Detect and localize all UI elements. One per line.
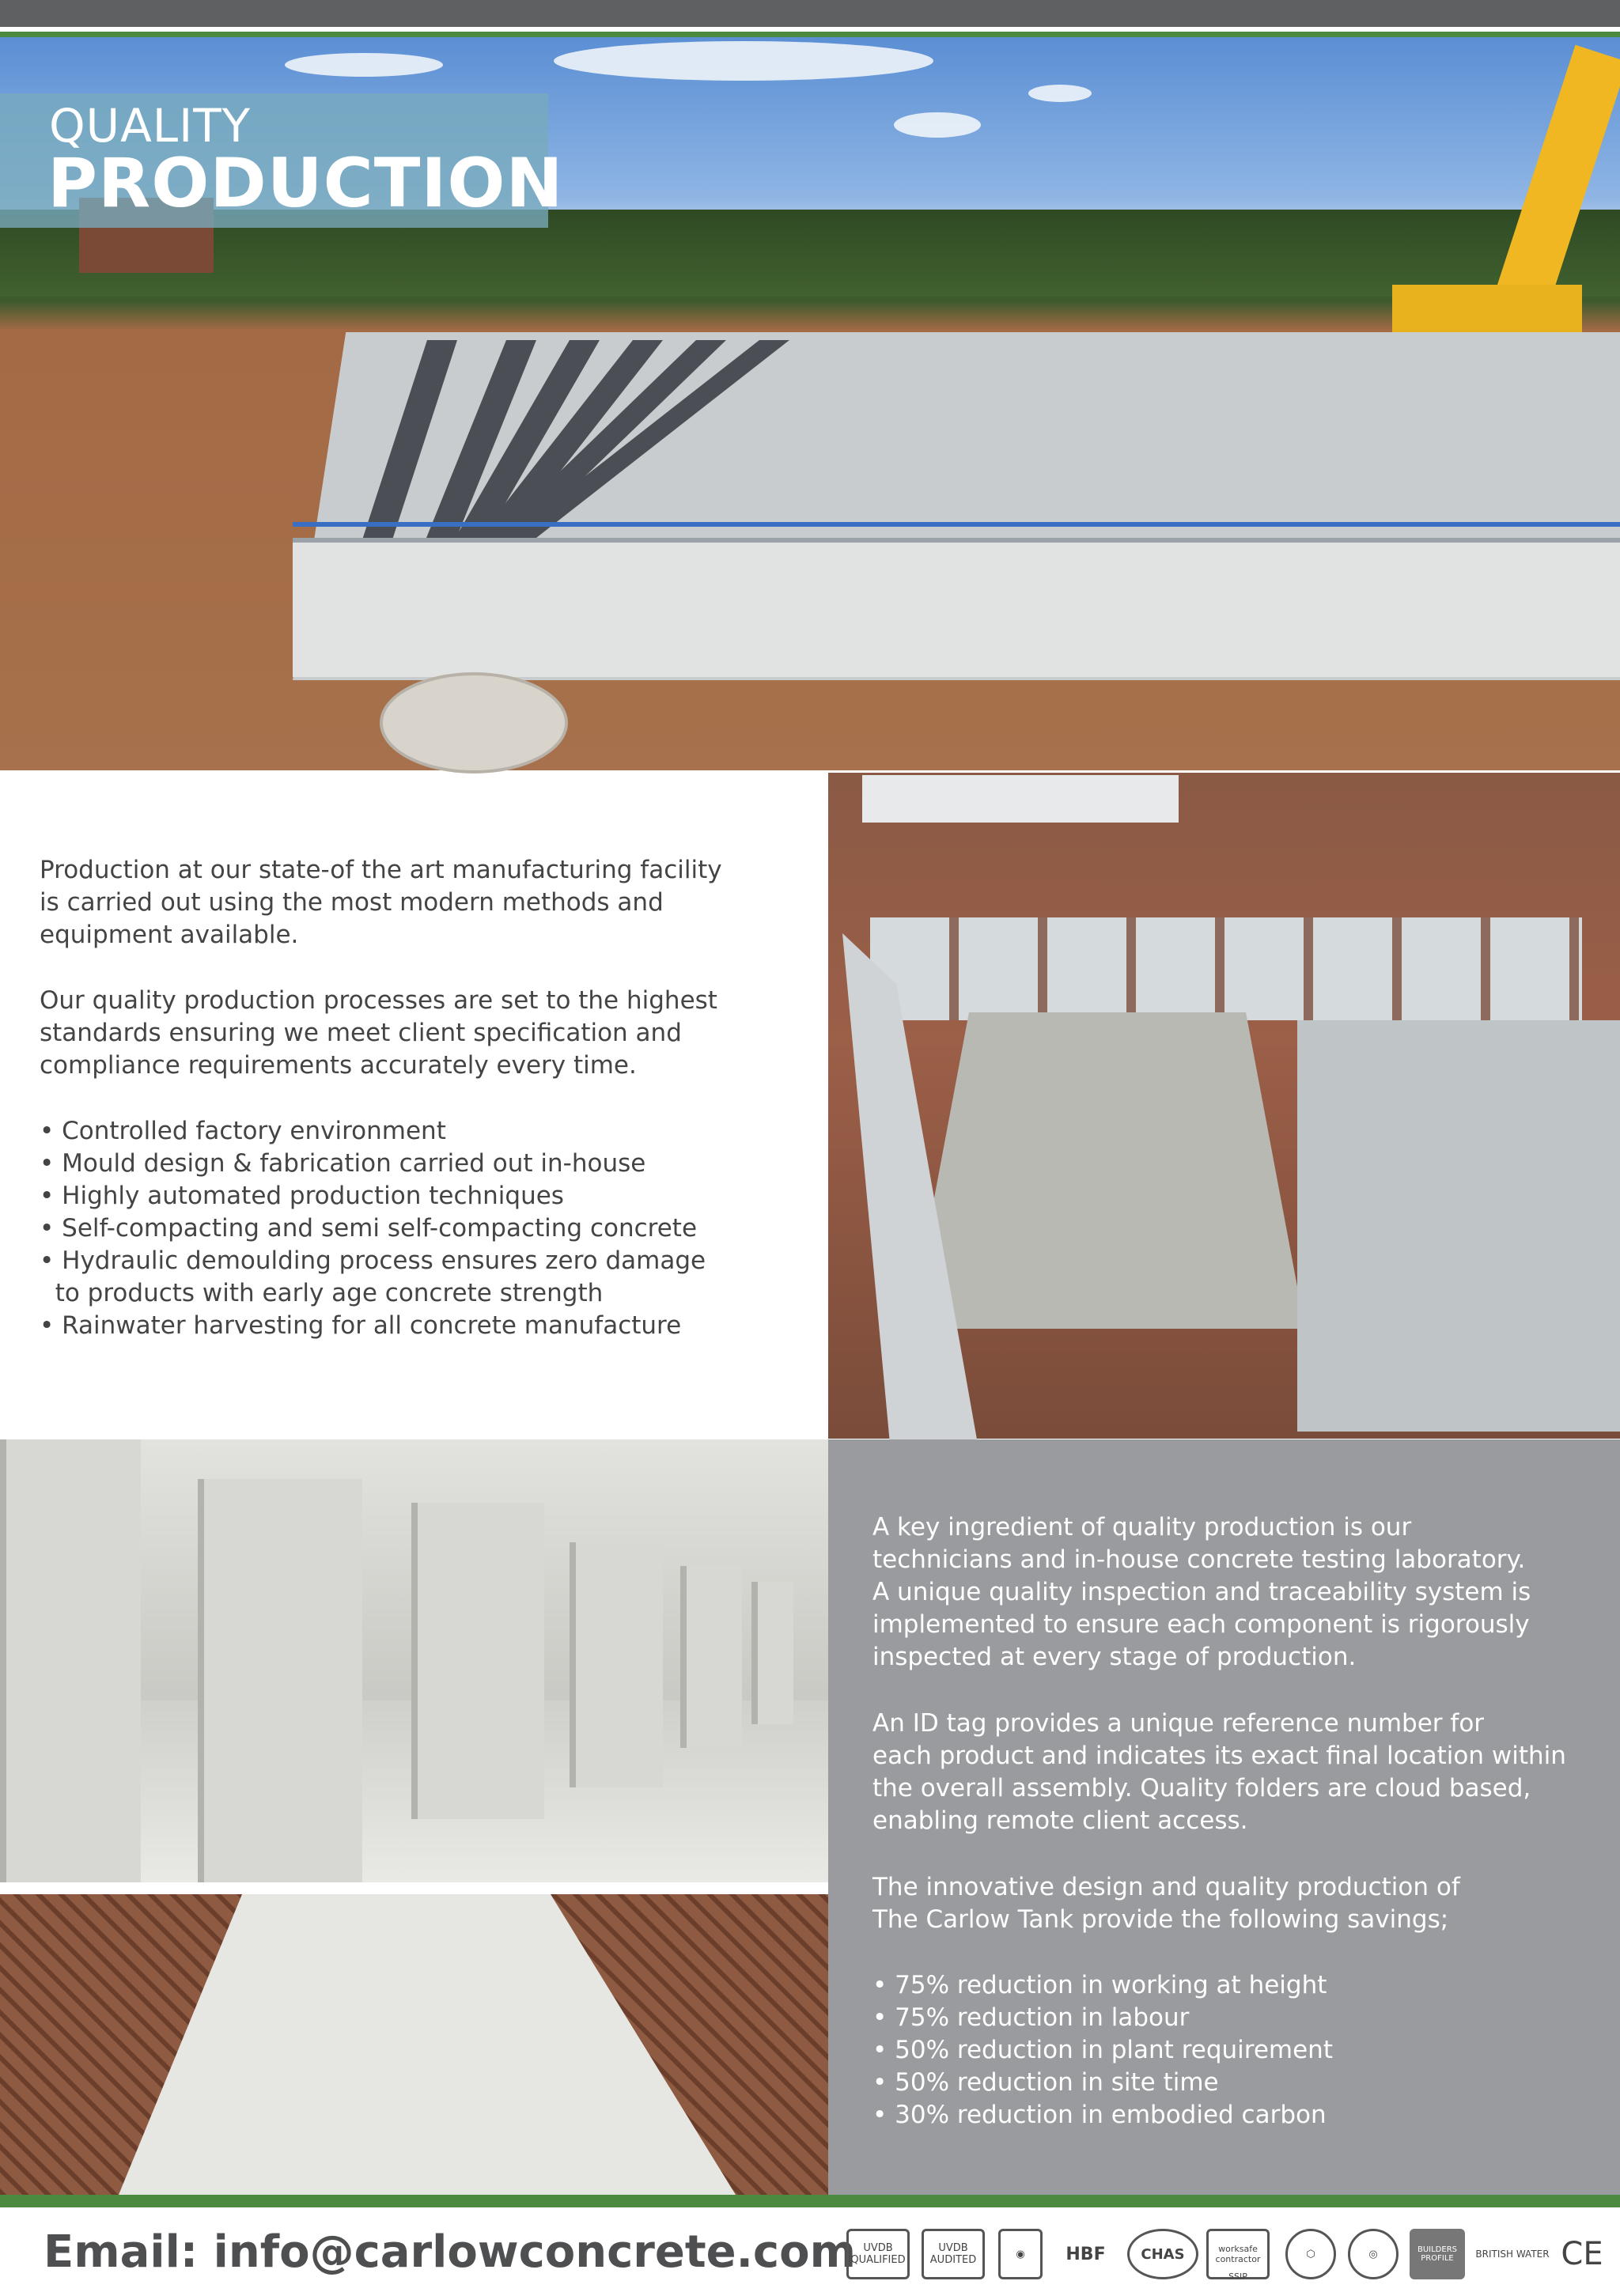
- tank-outer-wall: [293, 538, 1620, 677]
- tank-pillar: [198, 1479, 362, 1882]
- hbf-logo: HBF: [1065, 2244, 1106, 2264]
- builders-profile-logo: BUILDERS PROFILE: [1410, 2229, 1465, 2279]
- panel-paragraph-1: A key ingredient of quality production is our technicians and in-house concrete testing laboratory. A unique quality inspection and traceability system is implemented to ensure each component is rigorously inspected at every stage of production.: [872, 1513, 1531, 1671]
- ssip-logo: SSIP: [1228, 2271, 1247, 2282]
- quality-eye-logo: ◉: [998, 2229, 1043, 2279]
- top-stripe-green: [0, 32, 1620, 37]
- photo-scaffold-deck: [1297, 1020, 1620, 1432]
- tank-pillar: [751, 1582, 793, 1724]
- tank-pillar: [411, 1503, 544, 1819]
- scaffold-rail: [293, 522, 1620, 527]
- uvdb-qualified-logo: UVDB QUALIFIED: [846, 2229, 910, 2279]
- title-small: QUALITY: [49, 99, 252, 153]
- ce-mark-logo: CE: [1561, 2236, 1603, 2272]
- footer-stripe-green: [0, 2195, 1620, 2207]
- photo-tank-floor: [910, 1012, 1305, 1329]
- photo-wall-panels: [870, 917, 1582, 1020]
- panel-paragraph-3: The innovative design and quality production of The Carlow Tank provide the following savings;: [872, 1873, 1460, 1934]
- worksafe-logo: worksafe contractor: [1206, 2229, 1270, 2279]
- uvdb-audited-logo: UVDB AUDITED: [922, 2229, 985, 2279]
- achilles-logo: ◎: [1348, 2229, 1399, 2279]
- tank-pillar: [680, 1566, 742, 1748]
- british-water-logo: BRITISH WATER: [1475, 2249, 1550, 2260]
- intro-feature-list: • Controlled factory environment • Mould design & fabrication carried out in-house • Highly automated production techniques • Self-compacting and semi self-compacting concrete • Hydraulic demoulding process ensures zero damage to products with early age concrete strength • Rainwater harvesting for all concrete manufacture: [40, 1117, 706, 1340]
- manhole: [380, 672, 568, 774]
- title-big: PRODUCTION: [47, 144, 564, 223]
- panel-savings-list: • 75% reduction in working at height • 75% reduction in labour • 50% reduction in plant requirement • 50% reduction in site time • 30% reduction in embodied carbon: [872, 1971, 1333, 2129]
- tank-pillar: [0, 1439, 141, 1882]
- top-bar: [0, 0, 1620, 27]
- footer-email[interactable]: Email: info@carlowconcrete.com: [44, 2226, 856, 2278]
- intro-paragraph-2: Our quality production processes are set to the highest standards ensuring we meet client specification and compliance requirements accurately every time.: [40, 986, 717, 1080]
- photo-vehicles: [862, 775, 1179, 823]
- chas-logo: CHAS: [1127, 2229, 1198, 2279]
- intro-paragraph-1: Production at our state-of the art manufacturing facility is carried out using the most modern methods and equipment available.: [40, 856, 722, 949]
- constructionline-logo: ⬡: [1285, 2229, 1336, 2279]
- tank-pillar: [570, 1542, 663, 1787]
- panel-paragraph-2: An ID tag provides a unique reference number for each product and indicates its exact final location within the overall assembly. Quality folders are cloud based, enabling remote client access.: [872, 1709, 1566, 1835]
